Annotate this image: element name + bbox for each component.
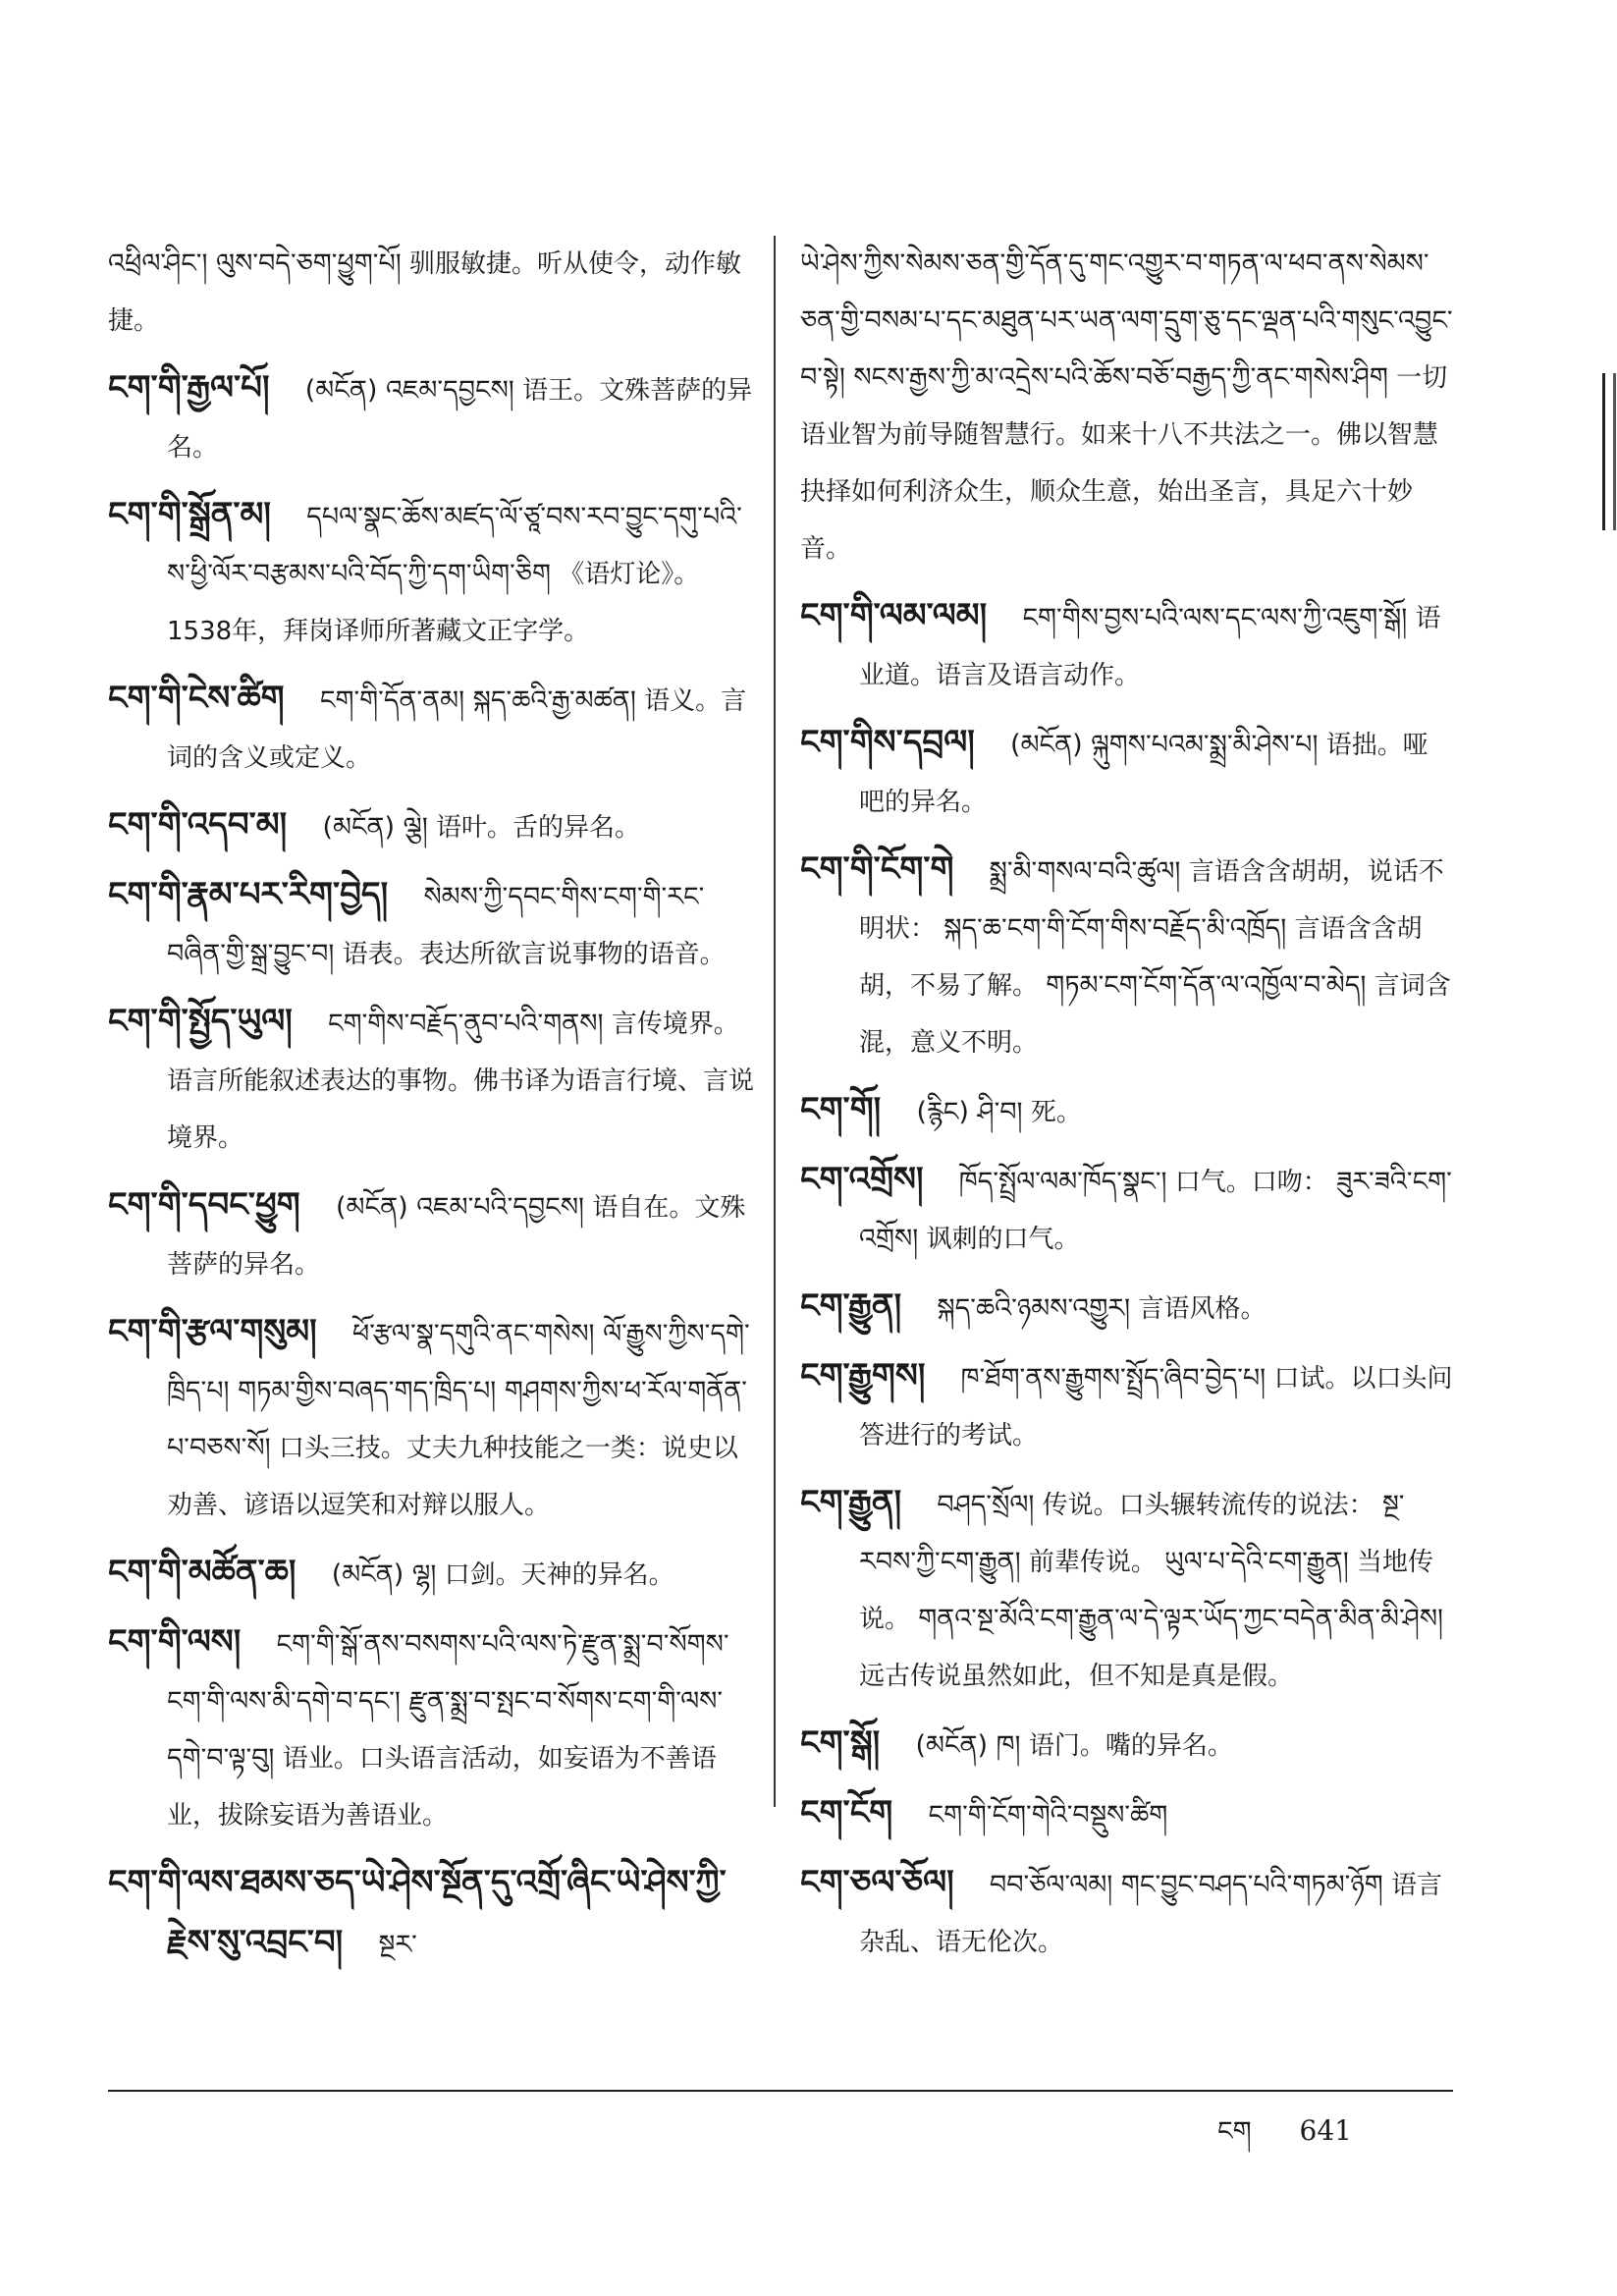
dictionary-entry <box>800 714 1453 831</box>
headword: ངག་གི་ལམ་ལམ། <box>800 596 988 635</box>
headword: ངག་རྒྱུན། <box>800 1286 902 1326</box>
dictionary-entry <box>800 1278 1453 1338</box>
dictionary-entry <box>800 1784 1453 1844</box>
definition-tibetan: འཕྲིལ་ཤིང་། ལུས་བདེ་ཅག་ཕྱུག་པོ། <box>108 248 402 279</box>
page-footer <box>1217 2102 1352 2176</box>
example-chinese: 前辈传说。 <box>1028 1548 1157 1577</box>
dictionary-entry <box>800 587 1453 704</box>
definition-tibetan: (མངོན) ལྷ། <box>331 1559 437 1590</box>
headword: ངག་གོ། <box>800 1090 882 1129</box>
right-column <box>800 236 1453 1981</box>
headword: ངག་འགྲོས། <box>800 1160 924 1199</box>
definition-chinese: 语叶。舌的异名。 <box>436 813 641 843</box>
definition-chinese: 语言杂乱、语无伦次。 <box>859 1871 1443 1957</box>
definition-chinese: 语自在。文殊菩萨的异名。 <box>167 1193 746 1280</box>
definition-tibetan: (མངོན) ཁ། <box>915 1730 1021 1761</box>
column-divider <box>774 236 776 1807</box>
definition-tibetan: (མངོན) ལྐུགས་པའམ་སྨྲ་མི་ཤེས་པ། <box>1010 730 1319 760</box>
headword: ངག་གིས་དབྲལ། <box>800 723 975 762</box>
page-number: 641 <box>1299 2114 1352 2147</box>
headword: ངག་གི་སྤྱོད་ཡུལ། <box>108 1002 293 1041</box>
example-chinese: 当地传说。 <box>859 1548 1433 1634</box>
example-tibetan: སྔ་རབས་ཀྱི་ངག་རྒྱུན། <box>859 1490 1405 1577</box>
headword: ངག་གི་རྒྱལ་པོ། <box>108 368 270 408</box>
definition-chinese: 死。 <box>1030 1098 1082 1127</box>
definition-tibetan: སྐད་ཆའི་ཉམས་འགྱུར། <box>937 1293 1131 1324</box>
example-tibetan: ཟུར་ཟའི་ངག་འགྲོས། <box>859 1167 1452 1254</box>
dictionary-entry <box>800 1347 1453 1464</box>
definition-chinese: 语门。嘴的异名。 <box>1028 1731 1233 1761</box>
definition-chinese: 语业。口头语言活动，如妄语为不善语业，拔除妄语为善语业。 <box>167 1744 717 1831</box>
definition-tibetan: ཁ་ཐོག་ནས་རྒྱུགས་སྤྲོད་ཞིབ་བྱེད་པ། <box>960 1363 1267 1394</box>
definition-tibetan: དཔལ་སྣང་ཆོས་མཛད་ལོ་ཙཱ་བས་རབ་བྱུང་དགུ་པའི་ས་ཕྱི་ལོར་བརྩམས་པའི་བོད་ཀྱི་དག་ཡིག་ཅིག <box>167 502 742 589</box>
definition-chinese: 口试。以口头问答进行的考试。 <box>859 1364 1453 1450</box>
dictionary-entry <box>108 796 756 856</box>
definition-tibetan: (མངོན) འཇམ་དབྱངས། <box>304 375 514 406</box>
headword: ངག་གི་འདབ་མ། <box>108 805 288 845</box>
dictionary-entry <box>108 1303 756 1534</box>
definition-tibetan: (རྙིང) ཤི་བ། <box>916 1097 1023 1127</box>
footer-rule <box>108 2090 1453 2092</box>
definition-chinese: 传说。口头辗转流传的说法： <box>1042 1491 1374 1520</box>
headword: ངག་གི་སྒྲོན་མ། <box>108 495 271 534</box>
dictionary-entry <box>108 236 756 350</box>
definition-tibetan: ཡེ་ཤེས་ཀྱིས་སེམས་ཅན་གྱི་དོན་དུ་གང་འགྱུར་བ་གཏན་ལ་ཕབ་ནས་སེམས་ཅན་གྱི་བསམ་པ་དང་མཐུན་པར་ཡན་ལག་དྲུག་ཅུ་དང་ལྡན་པའི་གསུང་འབྱུང་བ་སྟེ། སངས་རྒྱས་ཀྱི་མ་འདྲེས་པའི་ཆོས་བཅོ་བརྒྱད་ཀྱི་ནང་གསེས་ཤིག <box>800 248 1453 393</box>
headword: ངག་གི་རྣམ་པར་རིག་བྱེད། <box>108 875 389 914</box>
headword: ངག་རྒྱུགས། <box>800 1356 926 1395</box>
dictionary-entry <box>800 1715 1453 1775</box>
definition-chinese: 一切语业智为前导随智慧行。如来十八不共法之一。佛以智慧抉择如何利济众生，顺众生意，始出圣言，具足六十妙音。 <box>800 363 1448 564</box>
definition-chinese: 语拙。哑吧的异名。 <box>859 731 1428 817</box>
definition-chinese: 口剑。天神的异名。 <box>444 1560 674 1590</box>
dictionary-entry <box>108 1613 756 1844</box>
dictionary-entry <box>108 1176 756 1293</box>
dictionary-entry <box>108 359 756 476</box>
example-tibetan: གནའ་སྔ་མོའི་ངག་རྒྱུན་ལ་དེ་ལྟར་ཡོད་ཀྱང་བདེན་མིན་མི་ཤེས། <box>918 1604 1444 1634</box>
definition-tibetan: (མངོན) ལྕེ། <box>322 812 428 843</box>
definition-chinese: 《语灯论》。1538年，拜岗译师所著藏文正字学。 <box>167 560 700 646</box>
definition-chinese: 语业道。语言及语言动作。 <box>859 604 1441 690</box>
definition-chinese: 语义。言词的含义或定义。 <box>167 686 747 773</box>
headword: ངག་གི་ངོག་གེ <box>800 849 954 889</box>
dictionary-entry <box>800 1151 1453 1268</box>
example-chinese: 言语含含胡胡，不易了解。 <box>859 914 1423 1001</box>
definition-tibetan: ངག་གི་ངོག་གེའི་བསྡུས་ཚིག <box>928 1800 1168 1831</box>
headword: ངག་གི་མཚོན་ཆ། <box>108 1553 296 1592</box>
headword: ངག་ཅལ་ཅོལ། <box>800 1863 954 1902</box>
running-head: ངག <box>1217 2116 1252 2147</box>
dictionary-entry <box>108 1544 756 1604</box>
dictionary-entry <box>108 866 756 983</box>
example-tibetan: གཏམ་ངག་ངོག་དོན་ལ་འཁྱོལ་བ་མེད། <box>1046 970 1367 1001</box>
margin-mark <box>1602 373 1616 530</box>
headword: ངག་གི་རྩལ་གསུམ། <box>108 1312 317 1351</box>
dictionary-entry <box>800 1474 1453 1705</box>
definition-chinese: 言传境界。语言所能叙述表达的事物。佛书译为语言行境、言说境界。 <box>167 1010 755 1153</box>
example-chinese: 言词含混，意义不明。 <box>859 971 1451 1058</box>
example-tibetan: ཡུལ་པ་དེའི་ངག་རྒྱུན། <box>1164 1547 1349 1577</box>
dictionary-entry <box>800 1854 1453 1971</box>
dictionary-entry <box>108 670 756 787</box>
dictionary-entry <box>800 1081 1453 1141</box>
example-tibetan: སྐད་ཆ་ངག་གི་ངོག་གིས་བརྗོད་མི་འཁྲོད། <box>943 913 1287 944</box>
definition-tibetan: ངག་གི་སྒོ་ནས་བསགས་པའི་ལས་ཏེ་རྫུན་སྨྲ་བ་སོགས་ངག་གི་ལས་མི་དགེ་བ་དང་། རྫུན་སྨྲ་བ་སྤང་བ་སོགས་ངག་གི་ལས་དགེ་བ་ལྟ་བུ། <box>167 1629 729 1774</box>
definition-tibetan: ཁོད་སྤྲོལ་ལམ་ཁོད་སྣང་། <box>958 1167 1167 1197</box>
example-chinese: 远古传说虽然如此，但不知是真是假。 <box>859 1662 1294 1691</box>
definition-chinese: 言语风格。 <box>1138 1294 1267 1324</box>
example-chinese: 讽刺的口气。 <box>926 1225 1080 1254</box>
definition-tibetan: (མངོན) འཇམ་པའི་དབྱངས། <box>336 1192 585 1223</box>
dictionary-entry <box>108 1854 756 1974</box>
headword: ངག་གི་ངེས་ཚིག <box>108 679 285 718</box>
definition-tibetan: ངག་གི་དོན་ནམ། སྐད་ཆའི་རྒྱ་མཚན། <box>319 685 636 716</box>
headword: ངག་སྒོ། <box>800 1723 881 1763</box>
definition-tibetan: ངག་གིས་བརྗོད་ནུབ་པའི་གནས། <box>328 1009 604 1039</box>
definition-tibetan: སྨྲ་མི་གསལ་བའི་ཚུལ། <box>989 856 1181 887</box>
dictionary-entry <box>108 486 756 660</box>
definition-tibetan: ངག་གིས་བྱས་པའི་ལས་དང་ལས་ཀྱི་འཇུག་སྒོ། <box>1022 603 1408 633</box>
definition-chinese: 语王。文殊菩萨的异名。 <box>167 376 753 463</box>
headword: ངག་ངོག <box>800 1793 893 1832</box>
definition-chinese: 驯服敏捷。听从使令，动作敏捷。 <box>108 249 742 336</box>
dictionary-entry <box>800 236 1453 577</box>
headword: ངག་གི་དབང་ཕྱུག <box>108 1185 300 1225</box>
headword: ངག་གི་ལས། <box>108 1622 242 1662</box>
headword: ངག་གི་ལས་ཐམས་ཅད་ཡེ་ཤེས་སྔོན་དུ་འགྲོ་ཞིང་ཡེ་ཤེས་ཀྱི་རྗེས་སུ་འབྲང་བ། <box>108 1863 727 1962</box>
definition-tibetan: བཤད་སྲོལ། <box>937 1490 1035 1520</box>
definition-chinese: 语表。表达所欲言说事物的语音。 <box>342 940 726 969</box>
definition-chinese: 口气。口吻： <box>1174 1168 1328 1197</box>
definition-tibetan: བབ་ཅོལ་ལམ། གང་བྱུང་བཤད་པའི་གཏམ་ཉོག <box>989 1870 1383 1900</box>
dictionary-entry <box>108 993 756 1167</box>
dictionary-entry <box>800 841 1453 1071</box>
definition-chinese: 口头三技。丈夫九种技能之一类：说史以劝善、谚语以逗笑和对辩以服人。 <box>167 1434 738 1520</box>
definition-tibetan: སེམས་ཀྱི་དབང་གིས་ངག་གི་རང་བཞིན་གྱི་སྒྲ་བྱུང་བ། <box>167 882 705 969</box>
definition-chinese: 言语含含胡胡，说话不明状： <box>859 857 1444 944</box>
definition-tibetan: ཕོ་རྩལ་སྣ་དགུའི་ནང་གསེས། ལོ་རྒྱུས་ཀྱིས་དགེ་ཁྲིད་པ། གཏམ་གྱིས་བཞད་གད་ཁྲིད་པ། གཤགས་ཀྱིས་ཕ་རོལ་གནོན་པ་བཅས་སོ། <box>167 1319 750 1463</box>
definition-tibetan: སྔར་ <box>378 1930 417 1960</box>
left-column <box>108 236 756 1984</box>
headword: ངག་རྒྱུན། <box>800 1483 902 1522</box>
